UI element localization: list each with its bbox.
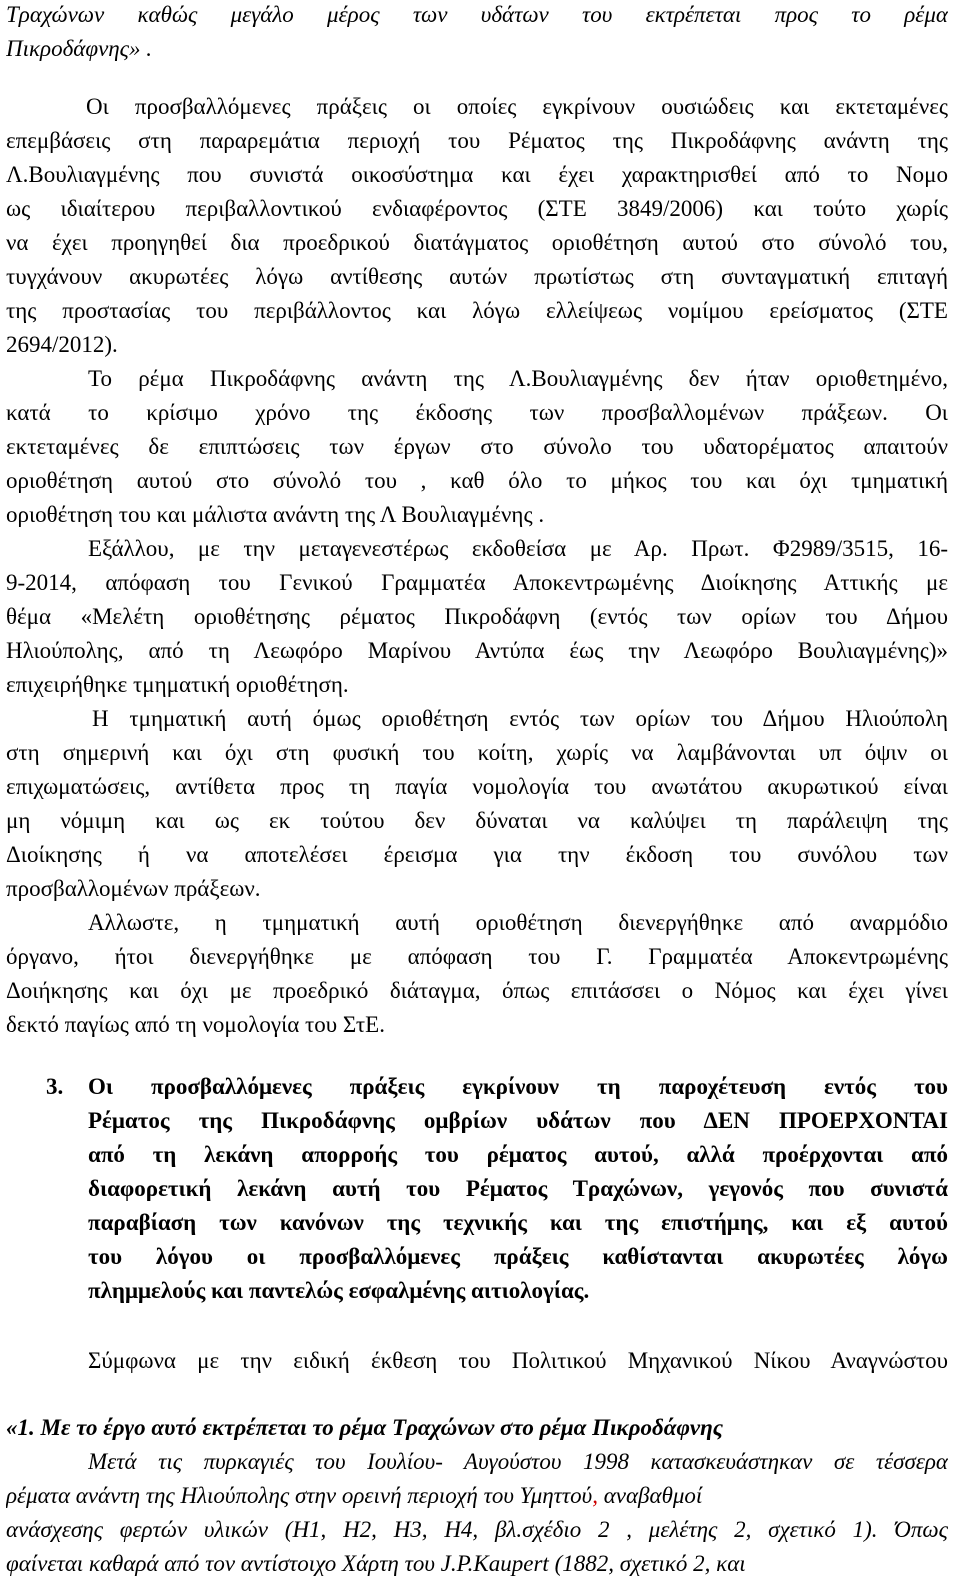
text-line: οριοθέτηση του και μάλιστα ανάντη της Λ Βουλιαγμένης . [6, 502, 545, 527]
text-line: Δοιήκησης και όχι με προεδρικό διάταγμα, όπως επιτάσσει ο Νόμος και έχει γίνει [6, 978, 948, 1003]
text-line: 9-2014, απόφαση του Γενικού Γραμματέα Αποκεντρωμένης Διοίκησης Αττικής με [6, 570, 948, 595]
section-number: 3. [46, 1074, 64, 1099]
text-line: προσβαλλομένων πράξεων. [6, 876, 261, 901]
quote-line: ανάσχεσης φερτών υλικών (Η1, Η2, Η3, Η4, βλ.σχέδιο 2 , μελέτης 2, σχετικό 1). Όπως [6, 1517, 948, 1542]
section-line: Οι προσβαλλόμενες πράξεις εγκρίνουν τη παροχέτευση εντός του [88, 1074, 948, 1099]
text-line: οριοθέτηση αυτού στο σύνολό του , καθ όλο το μήκος του και όχι τμηματική [6, 468, 948, 493]
text-line: τυγχάνουν ακυρωτέες λόγω αντίθεσης αυτών πρωτίστως στη συνταγματική επιταγή [6, 264, 948, 289]
text-line: Πικροδάφνης» . [6, 36, 153, 61]
red-comma: , [592, 1483, 598, 1508]
paragraph-first-line: Εξάλλου, με την μεταγενεστέρως εκδοθείσα με Αρ. Πρωτ. Φ2989/3515, 16- [88, 536, 948, 561]
text-line: επεμβάσεις στη παραρεμάτια περιοχή του Ρέματος της Πικροδάφνης ανάντη της [6, 128, 948, 153]
paragraph-first-line: Οι προσβαλλόμενες πράξεις οι οποίες εγκρίνουν ουσιώδεις και εκτεταμένες [86, 94, 948, 119]
text-line: να έχει προηγηθεί δια προεδρικού διατάγματος οριοθέτηση αυτού στο σύνολό του, [6, 230, 948, 255]
text-line: της προστασίας του περιβάλλοντος και λόγω ελλείψεως νομίμου ερείσματος (ΣΤΕ [6, 298, 948, 323]
text-line: δεκτό παγίως από τη νομολογία του ΣτΕ. [6, 1012, 385, 1037]
quote-line: ρέματα ανάντη της Ηλιούπολης στην ορεινή περιοχή του Υμηττού, αναβαθμοί [6, 1483, 703, 1508]
text-line: όργανο, ήτοι διενεργήθηκε με απόφαση του Γ. Γραμματέα Αποκεντρωμένης [6, 944, 948, 969]
report-intro: Σύμφωνα με την ειδική έκθεση του Πολιτικού Μηχανικού Νίκου Αναγνώστου [88, 1348, 948, 1373]
quote-heading: «1. Με το έργο αυτό εκτρέπεται το ρέμα Τραχώνων στο ρέμα Πικροδάφνης [6, 1415, 723, 1440]
text-line: κατά το κρίσιμο χρόνο της έκδοσης των προσβαλλομένων πράξεων. Οι [6, 400, 948, 425]
section-line: διαφορετική λεκάνη αυτή του Ρέματος Τραχώνων, γεγονός που συνιστά [88, 1176, 948, 1201]
paragraph-first-line: Αλλωστε, η τμηματική αυτή οριοθέτηση διενεργήθηκε από αναρμόδιο [88, 910, 948, 935]
section-line: του λόγου οι προσβαλλόμενες πράξεις καθίστανται ακυρωτέες λόγω [88, 1244, 948, 1269]
section-line: πλημμελούς και παντελώς εσφαλμένης αιτιολογίας. [88, 1278, 590, 1303]
section-line: από τη λεκάνη απορροής του ρέματος αυτού, αλλά προέρχονται από [88, 1142, 948, 1167]
text-line: Διοίκησης ή να αποτελέσει έρεισμα για την έκδοση του συνόλου των [6, 842, 948, 867]
text-line: στη σημερινή και όχι στη φυσική του κοίτη, χωρίς να λαμβάνονται υπ όψιν οι [6, 740, 948, 765]
text-line: επιχειρήθηκε τμηματική οριοθέτηση. [6, 672, 349, 697]
paragraph-first-line: Η τμηματική αυτή όμως οριοθέτηση εντός των ορίων του Δήμου Ηλιούπολη [92, 706, 948, 731]
paragraph-first-line: Το ρέμα Πικροδάφνης ανάντη της Λ.Βουλιαγμένης δεν ήταν οριοθετημένο, [88, 366, 948, 391]
text-line: Λ.Βουλιαγμένης που συνιστά οικοσύστημα και έχει χαρακτηρισθεί από το Νομο [6, 162, 948, 187]
text-line: Ηλιούπολης, από τη Λεωφόρο Μαρίνου Αντύπα έως την Λεωφόρο Βουλιαγμένης)» [6, 638, 948, 663]
section-line: Ρέματος της Πικροδάφνης ομβρίων υδάτων που ΔΕΝ ΠΡΟΕΡΧΟΝΤΑΙ [88, 1108, 948, 1133]
text-line: εκτεταμένες δε επιπτώσεις των έργων στο σύνολο του υδατορέματος απαιτούν [6, 434, 948, 459]
text-line: θέμα «Μελέτη οριοθέτησης ρέματος Πικροδάφνη (εντός των ορίων του Δήμου [6, 604, 948, 629]
text-line: επιχωματώσεις, αντίθετα προς τη παγία νομολογία του ανωτάτου ακυρωτικού είναι [6, 774, 948, 799]
text-line: 2694/2012). [6, 332, 118, 357]
quote-line: Μετά τις πυρκαγιές του Ιουλίου- Αυγούστου 1998 κατασκευάστηκαν σε τέσσερα [88, 1449, 948, 1474]
section-line: παραβίαση των κανόνων της τεχνικής και της επιστήμης, και εξ αυτού [88, 1210, 948, 1235]
quote-line: φαίνεται καθαρά από τον αντίστοιχο Χάρτη του J.P.Kaupert (1882, σχετικό 2, και [6, 1551, 746, 1576]
text-line: Τραχώνων καθώς μεγάλο μέρος των υδάτων του εκτρέπεται προς το ρέμα [6, 2, 948, 27]
text-line: μη νόμιμη και ως εκ τούτου δεν δύναται να καλύψει τη παράλειψη της [6, 808, 948, 833]
text-line: ως ιδιαίτερου περιβαλλοντικού ενδιαφέροντος (ΣΤΕ 3849/2006) και τούτο χωρίς [6, 196, 948, 221]
